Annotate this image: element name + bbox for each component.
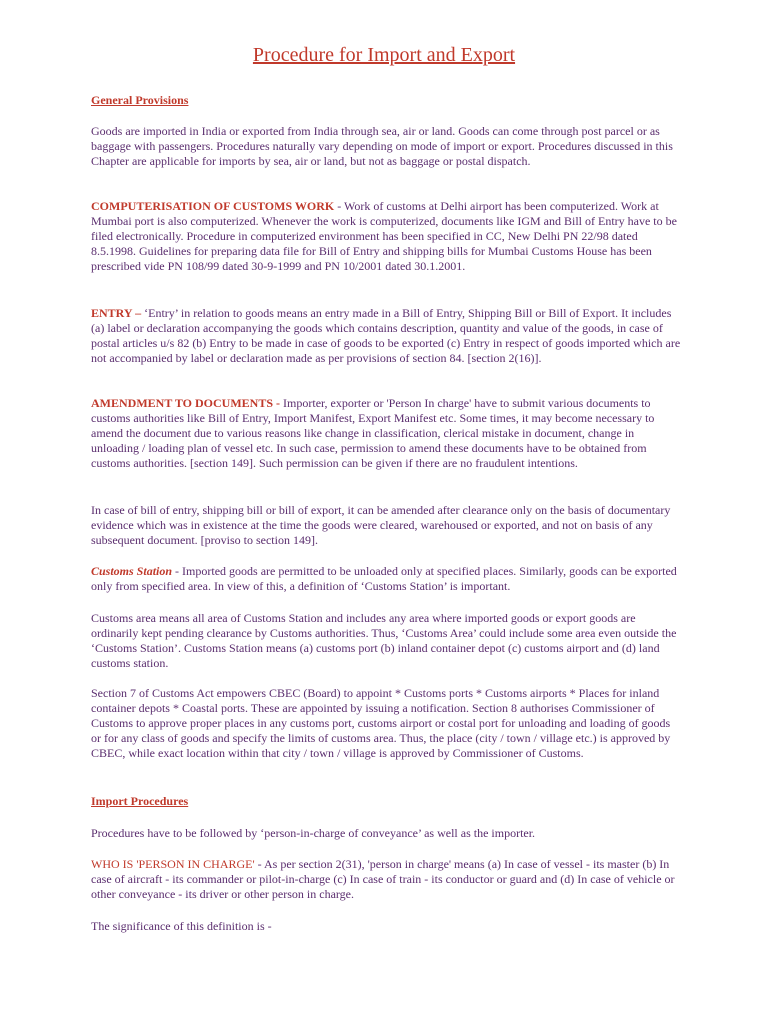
person-in-charge-lead: WHO IS 'PERSON IN CHARGE' xyxy=(91,857,255,871)
entry-paragraph xyxy=(91,306,681,366)
bill-amendment-paragraph: In case of bill of entry, shipping bill or bill of export, it can be amended after clearance only on the basis of documentary evidence which was in existence at the time the goods were cleared, warehoused or exported, and not on basis of any subsequent document. [proviso to section 149]. xyxy=(91,503,671,547)
goods-paragraph: Goods are imported in India or exported from India through sea, air or land. Goods can come through post parcel or as baggage with passengers. Procedures naturally vary depending on mode of import or export. Procedures discussed in this Chapter are applicable for imports by sea, air or land, but not as baggage or postal dispatch. xyxy=(91,124,673,168)
customs-area-paragraph: Customs area means all area of Customs Station and includes any area where imported goods or export goods are ordinarily kept pending clearance by Customs authorities. Thus, ‘Customs Area’ could include some area even outside the ‘Customs Station’. Customs Station means (a) customs port (b) inland container depot (c) customs airport and (d) land customs station. xyxy=(91,611,677,670)
person-in-charge-paragraph xyxy=(91,857,681,902)
entry-text: ‘Entry’ in relation to goods means an entry made in a Bill of Entry, Shipping Bill or Bill of Export. It includes (a) label or declaration accompanying the goods which contains description, quantity and value of the goods, in case of postal articles u/s 82 (b) Entry to be made in case of goods to be exported (c) Entry in respect of goods imported which are not accompanied by label or declaration made as per provisions of section 84. [section 2(16)]. xyxy=(91,306,681,365)
page-title: Procedure for Import and Export xyxy=(252,44,516,66)
procedures-paragraph: Procedures have to be followed by ‘person-in-charge of conveyance’ as well as the importer. xyxy=(91,826,536,840)
section7-paragraph: Section 7 of Customs Act empowers CBEC (Board) to appoint * Customs ports * Customs airports * Places for inland container depots * Coastal ports. These are appointed by issuing a notification. Section 8 authorises Commissioner of Customs to approve proper places in any customs port, customs airport or costal port for unloading and loading of goods or for any class of goods and specify the limits of customs area. Thus, the place (city / town / village etc.) is approved by CBEC, while exact location within that city / town / village is approved by Commissioner of Customs. xyxy=(91,686,671,760)
person-in-charge-text: - As per section 2(31), 'person in charge' means (a) In case of vessel - its master (b) In case of aircraft - its commander or pilot-in-charge (c) In case of train - its conductor or guard and (d) In case of vehicle or other conveyance - its driver or other person in charge. xyxy=(91,857,675,901)
computerisation-lead: COMPUTERISATION OF CUSTOMS WORK xyxy=(91,199,335,213)
significance-paragraph: The significance of this definition is - xyxy=(91,919,272,933)
entry-lead: ENTRY – xyxy=(91,306,142,320)
customs-station-paragraph xyxy=(91,564,681,594)
customs-station-text: - Imported goods are permitted to be unloaded only at specified places. Similarly, goods can be exported only from specified area. In view of this, a definition of ‘Customs Station’ is important. xyxy=(91,564,677,593)
amendment-text: Importer, exporter or 'Person In charge' have to submit various documents to customs authorities like Bill of Entry, Import Manifest, Export Manifest etc. Some times, it may become necessary to amend the document due to various reasons like change in classification, clerical mistake in document, change in unloading / loading plan of vessel etc. In such case, permission to amend these documents have to be obtained from customs authorities. [section 149]. Such permission can be given if there are no fraudulent intentions. xyxy=(91,396,655,470)
general-provisions-heading: General Provisions xyxy=(91,93,189,107)
computerisation-paragraph xyxy=(91,199,681,274)
customs-station-lead: Customs Station xyxy=(91,564,173,578)
computerisation-text: - Work of customs at Delhi airport has been computerized. Work at Mumbai port is also computerized. Whenever the work is computerized, documents like IGM and Bill of Entry have to be filed electronically. Procedure in computerized environment has been specified in CC, New Delhi PN 22/98 dated 8.5.1998. Guidelines for preparing data file for Bill of Entry and shipping bills for Mumbai Customs House has been prescribed vide PN 108/99 dated 30-9-1999 and PN 10/2001 dated 30.1.2001. xyxy=(91,199,677,273)
amendment-lead: AMENDMENT TO DOCUMENTS - xyxy=(91,396,281,410)
amendment-paragraph xyxy=(91,396,681,471)
import-procedures-heading: Import Procedures xyxy=(91,794,189,808)
